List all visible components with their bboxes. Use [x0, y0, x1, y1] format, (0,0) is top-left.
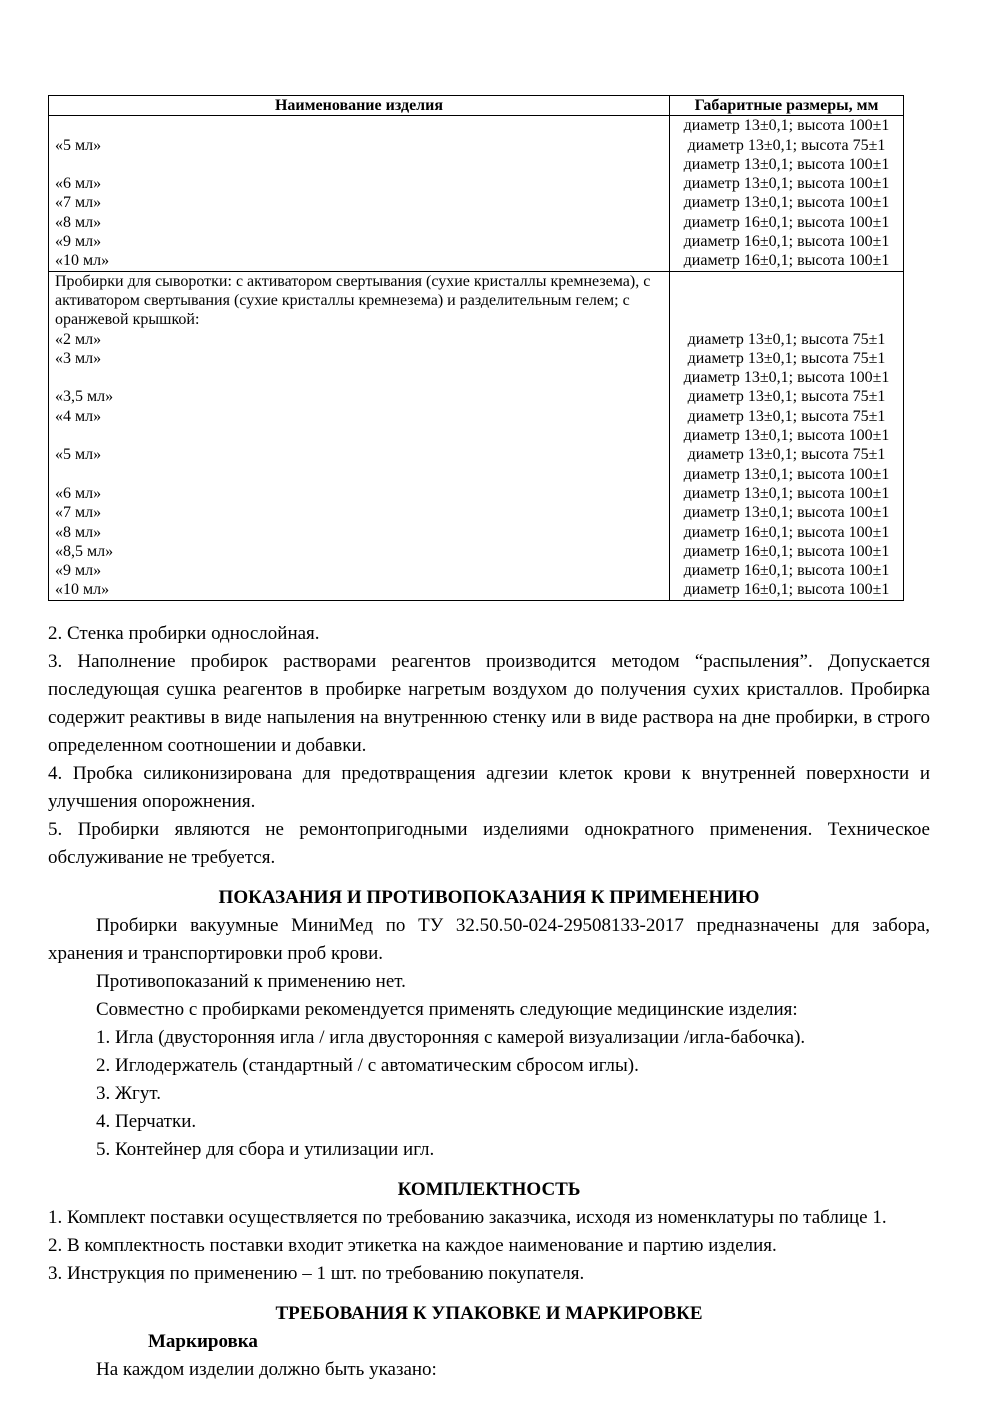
table-row: [49, 368, 903, 387]
table-row: [49, 426, 903, 445]
table-row: [49, 251, 903, 270]
product-volume-cell: «7 мл»: [55, 194, 102, 212]
list-item-gloves: 4. Перчатки.: [96, 1110, 197, 1132]
product-volume-cell: «4 мл»: [55, 407, 102, 425]
table-section-tubes: [49, 116, 903, 270]
dimensions-cell: диаметр 16±0,1; высота 100±1: [669, 523, 903, 542]
table-row: [49, 193, 903, 212]
table-row: [49, 155, 903, 174]
product-volume-cell: «10 мл»: [55, 252, 110, 270]
paragraph-delivery-set: 1. Комплект поставки осуществляется по требованию заказчика, исходя из номенклатуры по таблице 1.: [48, 1206, 887, 1228]
table-row: [49, 387, 903, 406]
dimensions-cell: диаметр 13±0,1; высота 100±1: [669, 465, 903, 484]
product-volume-cell: «8,5 мл»: [55, 542, 114, 560]
dimensions-cell: диаметр 13±0,1; высота 75±1: [669, 136, 903, 155]
product-volume-cell: [49, 426, 669, 445]
heading-indications: ПОКАЗАНИЯ И ПРОТИВОПОКАЗАНИЯ К ПРИМЕНЕНИЮ: [218, 886, 760, 908]
table-header-row: [49, 96, 903, 116]
table-row: [49, 349, 903, 368]
product-volume-cell: «3 мл»: [55, 349, 102, 367]
dimensions-cell: диаметр 13±0,1; высота 75±1: [669, 349, 903, 368]
dimensions-cell: диаметр 13±0,1; высота 100±1: [669, 193, 903, 212]
paragraph-marking-intro: На каждом изделии должно быть указано:: [96, 1358, 437, 1380]
dimensions-cell: диаметр 13±0,1; высота 75±1: [669, 387, 903, 406]
table-header-dimensions: Габаритные размеры, мм: [669, 96, 903, 115]
dimensions-cell: диаметр 13±0,1; высота 100±1: [669, 174, 903, 193]
table-row: [49, 213, 903, 232]
list-item-sharps-container: 5. Контейнер для сбора и утилизации игл.: [96, 1138, 435, 1160]
product-volume-cell: [49, 116, 669, 135]
product-volume-cell: «3,5 мл»: [55, 388, 114, 406]
paragraph-recommended-devices: Совместно с пробирками рекомендуется применять следующие медицинские изделия:: [96, 998, 798, 1020]
table-row-serum-description: [49, 272, 903, 330]
paragraph-label-included: 2. В комплектность поставки входит этикетка на каждое наименование и партию изделия.: [48, 1234, 777, 1256]
table-row: [49, 465, 903, 484]
list-item-needle: 1. Игла (двусторонняя игла / игла двусторонняя с камерой визуализации /игла-бабочка).: [96, 1026, 806, 1048]
product-volume-cell: «7 мл»: [55, 504, 102, 522]
dimensions-cell: диаметр 16±0,1; высота 100±1: [669, 213, 903, 232]
table-row: [49, 407, 903, 426]
table-row: [49, 174, 903, 193]
table-row: [49, 503, 903, 522]
dimensions-cell: диаметр 13±0,1; высота 100±1: [669, 484, 903, 503]
table-row: [49, 136, 903, 155]
dimensions-cell: диаметр 16±0,1; высота 100±1: [669, 251, 903, 270]
heading-completeness: КОМПЛЕКТНОСТЬ: [397, 1178, 581, 1200]
dimensions-cell: диаметр 16±0,1; высота 100±1: [669, 232, 903, 251]
product-volume-cell: «8 мл»: [55, 213, 102, 231]
dimensions-cell: диаметр 13±0,1; высота 100±1: [669, 503, 903, 522]
table-row: [49, 542, 903, 561]
paragraph-purpose: Пробирки вакуумные МиниМед по ТУ 32.50.50-024-29508133-2017 предназначены для забора, хранения и транспортировки проб крови.: [48, 914, 930, 964]
paragraph-filling-method: 3. Наполнение пробирок растворами реагентов производится методом “распыления”. Допускается последующая сушка реагентов в пробирке нагретым воздухом до получения сухих кристаллов. Пробирка содержит реактивы в виде напыления на внутреннюю стенку или в виде раствора на дне пробирки, в строго определенном соотношении и добавки.: [48, 650, 930, 756]
dimensions-cell: диаметр 13±0,1; высота 100±1: [669, 155, 903, 174]
product-dimensions-table: [48, 95, 904, 601]
paragraph-instruction-included: 3. Инструкция по применению – 1 шт. по требованию покупателя.: [48, 1262, 585, 1284]
product-volume-cell: «6 мл»: [55, 484, 102, 502]
dimensions-cell: диаметр 13±0,1; высота 75±1: [669, 330, 903, 349]
product-volume-cell: «6 мл»: [55, 175, 102, 193]
dimensions-cell: диаметр 16±0,1; высота 100±1: [669, 561, 903, 580]
dimensions-cell: диаметр 13±0,1; высота 75±1: [669, 407, 903, 426]
product-volume-cell: «9 мл»: [55, 562, 102, 580]
paragraph-tube-wall: 2. Стенка пробирки однослойная.: [48, 622, 320, 644]
table-row: [49, 484, 903, 503]
table-row: [49, 523, 903, 542]
dimensions-cell: диаметр 16±0,1; высота 100±1: [669, 542, 903, 561]
dimensions-cell: диаметр 13±0,1; высота 100±1: [669, 368, 903, 387]
list-item-needle-holder: 2. Иглодержатель (стандартный / с автоматическим сбросом иглы).: [96, 1054, 639, 1076]
heading-packaging-marking: ТРЕБОВАНИЯ К УПАКОВКЕ И МАРКИРОВКЕ: [275, 1302, 703, 1324]
product-volume-cell: «2 мл»: [55, 330, 102, 348]
list-item-tourniquet: 3. Жгут.: [96, 1082, 161, 1104]
table-row: [49, 580, 903, 599]
dimensions-cell: диаметр 13±0,1; высота 100±1: [669, 116, 903, 135]
product-volume-cell: «5 мл»: [55, 136, 102, 154]
dimensions-cell: диаметр 13±0,1; высота 75±1: [669, 445, 903, 464]
paragraph-no-contraindications: Противопоказаний к применению нет.: [96, 970, 406, 992]
table-section-serum-tubes: [49, 271, 903, 600]
table-row: [49, 445, 903, 464]
product-volume-cell: «10 мл»: [55, 581, 110, 599]
product-volume-cell: «9 мл»: [55, 233, 102, 251]
paragraph-stopper: 4. Пробка силиконизирована для предотвращения адгезии клеток крови к внутренней поверхности и улучшения опорожнения.: [48, 762, 930, 812]
table-row: [49, 116, 903, 135]
dimensions-cell: диаметр 13±0,1; высота 100±1: [669, 426, 903, 445]
product-volume-cell: [49, 155, 669, 174]
serum-tubes-description: Пробирки для сыворотки: с активатором свертывания (сухие кристаллы кремнезема), с активатором свертывания (сухие кристаллы кремнезема) и разделительным гелем; с оранжевой крышкой:: [55, 272, 651, 329]
table-row: [49, 232, 903, 251]
product-volume-cell: «8 мл»: [55, 523, 102, 541]
product-volume-cell: [49, 368, 669, 387]
document-body: [48, 620, 930, 1384]
subheading-marking: Маркировка: [148, 1330, 258, 1352]
table-header-product-name: Наименование изделия: [274, 97, 444, 114]
product-volume-cell: [49, 465, 669, 484]
dimensions-cell-empty: [669, 272, 903, 330]
paragraph-single-use: 5. Пробирки являются не ремонтопригодными изделиями однократного применения. Техническое обслуживание не требуется.: [48, 818, 930, 868]
table-row: [49, 561, 903, 580]
product-volume-cell: «5 мл»: [55, 446, 102, 464]
table-row: [49, 330, 903, 349]
dimensions-cell: диаметр 16±0,1; высота 100±1: [669, 580, 903, 599]
